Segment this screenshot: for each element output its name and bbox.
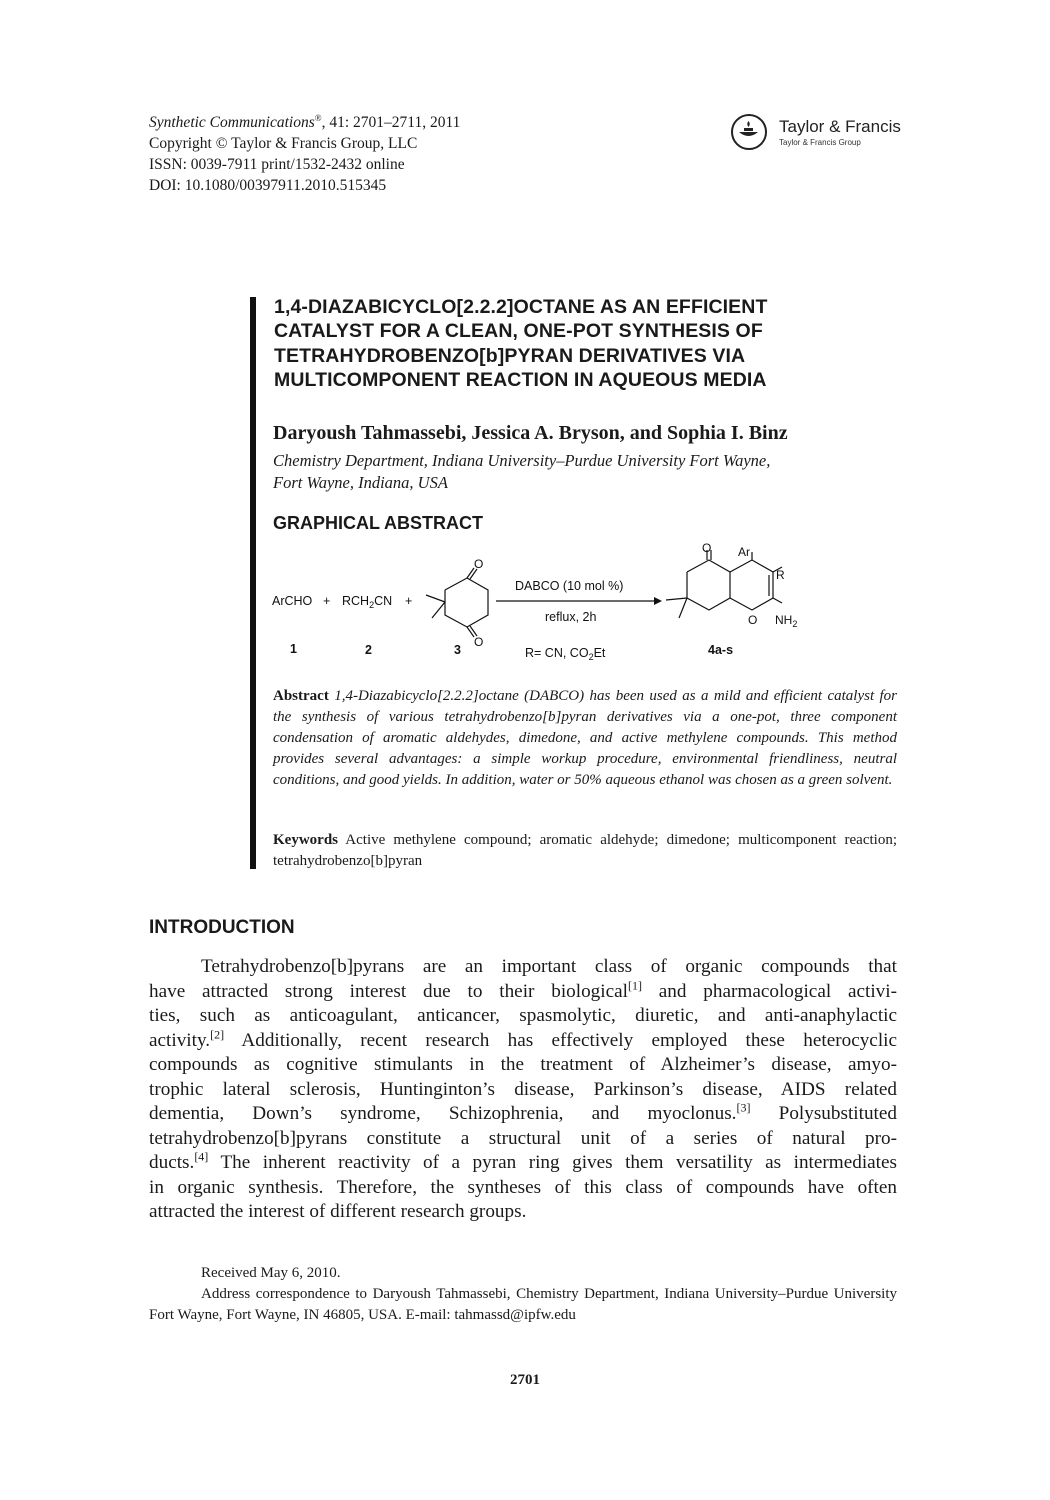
received-date: Received May 6, 2010.: [201, 1265, 341, 1281]
substituent-ar: Ar: [738, 545, 750, 559]
arrow-head: [654, 597, 662, 605]
body-line: tetrahydrobenzo[b]pyrans constitute a structural unit of a series of natural pro-: [149, 1127, 897, 1149]
body-line: Tetrahydrobenzo[b]pyrans are an important class of organic compounds that: [201, 956, 897, 977]
citation: [1]: [627, 978, 642, 993]
abstract: [273, 686, 897, 791]
affiliation: [273, 450, 770, 494]
article-title: [274, 295, 914, 392]
keywords: [273, 830, 897, 872]
plus-sign: +: [405, 594, 413, 608]
amino-group: $NH_2$: [775, 613, 798, 629]
dimedone-structure: [426, 568, 488, 637]
atom-oxygen: O: [474, 557, 484, 571]
citation: [4]: [194, 1149, 209, 1164]
atom-oxygen: O: [474, 635, 484, 649]
body-line: ducts.[4] The inherent reactivity of a pyran ring gives them versatility as intermediates: [149, 1149, 897, 1173]
publisher-logo: [731, 114, 911, 154]
abstract-label: Abstract: [273, 688, 329, 704]
product-structure: [666, 550, 782, 618]
compound-number: 1: [290, 642, 297, 656]
journal-volume: , 41: 2701–2711, 2011: [321, 114, 461, 132]
body-line: attracted the interest of different research groups.: [149, 1201, 527, 1222]
journal-name: Synthetic Communications: [149, 114, 315, 132]
graphical-abstract-heading: GRAPHICAL ABSTRACT: [273, 513, 483, 533]
journal-info: [149, 108, 460, 196]
keywords-text: Active methylene compound; aromatic aldehyde; dimedone; multicomponent reaction; tetrahydrobenzo[b]pyran: [273, 832, 897, 869]
publisher-subname: Taylor & Francis Group: [779, 138, 861, 147]
body-line: trophic lateral sclerosis, Huntinginton’s disease, Parkinson’s disease, AIDS related: [149, 1078, 897, 1100]
reactant-methylene: $RCH_2CN$: [342, 594, 393, 610]
citation: [3]: [736, 1100, 751, 1115]
reaction-scheme: [262, 540, 822, 670]
body-line: have attracted strong interest due to their biological[1] and pharmacological activi-: [149, 978, 897, 1002]
author-list: Daryoush Tahmassebi, Jessica A. Bryson, and Sophia I. Binz: [273, 422, 788, 444]
title-line: CATALYST FOR A CLEAN, ONE-POT SYNTHESIS OF: [274, 320, 763, 343]
affiliation-line: Chemistry Department, Indiana University–Purdue University Fort Wayne,: [273, 451, 771, 470]
compound-number: 2: [365, 643, 372, 657]
r-definition: R= CN, $CO_2Et$: [525, 646, 606, 662]
abstract-text: 1,4-Diazabicyclo[2.2.2]octane (DABCO) has been used as a mild and efficient catalyst for the synthesis of various tetrahydrobenzo[b]pyran derivatives via a one-pot, three component condensation of aromatic aldehydes, dimedone, and active methylene compounds. This method provides several advantages: a simple workup procedure, environmental friendliness, neutral conditions, and good yields. In addition, water or 50% aqueous ethanol was chosen as a green solvent.: [273, 688, 897, 788]
abstract-side-bar: [250, 297, 256, 869]
catalyst-label: DABCO (10 mol %): [515, 579, 624, 593]
plus-sign: +: [323, 594, 331, 608]
copyright-line: Copyright © Taylor & Francis Group, LLC: [149, 135, 418, 153]
product-number: 4a-s: [708, 643, 734, 657]
body-line: activity.[2] Additionally, recent research has effectively employed these heterocyclic: [149, 1027, 897, 1051]
body-line: ties, such as anticoagulant, anticancer, spasmolytic, diuretic, and anti-anaphylactic: [149, 1005, 897, 1026]
introduction-heading: INTRODUCTION: [149, 917, 295, 938]
lamp-icon: [731, 114, 767, 150]
footnotes: [149, 1263, 897, 1326]
title-line: TETRAHYDROBENZO[b]PYRAN DERIVATIVES VIA: [274, 344, 746, 367]
keywords-label: Keywords: [273, 832, 338, 848]
correspondence-address: Address correspondence to Daryoush Tahmassebi, Chemistry Department, Indiana University–Purdue University Fort Wayne, Fort Wayne, IN 46805, USA. E-mail: tahmassd@ipfw.edu: [149, 1286, 897, 1323]
body-line: compounds as cognitive stimulants in the treatment of Alzheimer’s disease, amyo-: [149, 1054, 897, 1075]
body-line: dementia, Down’s syndrome, Schizophrenia, and myoclonus.[3] Polysubstituted: [149, 1100, 897, 1124]
reactant-aldehyde: ArCHO: [272, 594, 313, 608]
compound-number: 3: [454, 643, 461, 657]
page-number: 2701: [510, 1372, 540, 1388]
citation: [2]: [210, 1027, 225, 1042]
doi-line: DOI: 10.1080/00397911.2010.515345: [149, 177, 387, 195]
title-line: 1,4-DIAZABICYCLO[2.2.2]OCTANE AS AN EFFICIENT: [274, 296, 768, 318]
title-line: MULTICOMPONENT REACTION IN AQUEOUS MEDIA: [274, 368, 767, 391]
conditions-label: reflux, 2h: [545, 610, 597, 624]
issn-line: ISSN: 0039-7911 print/1532-2432 online: [149, 156, 405, 174]
ring-oxygen: O: [748, 613, 758, 627]
journal-reg: ®: [314, 113, 322, 123]
affiliation-line: Fort Wayne, Indiana, USA: [273, 473, 448, 492]
atom-oxygen: O: [702, 541, 712, 555]
substituent-r: R: [776, 568, 785, 582]
publisher-name: Taylor & Francis: [779, 117, 901, 136]
body-line: in organic synthesis. Therefore, the syntheses of this class of compounds have often: [149, 1176, 897, 1198]
introduction-body: [149, 955, 897, 1225]
